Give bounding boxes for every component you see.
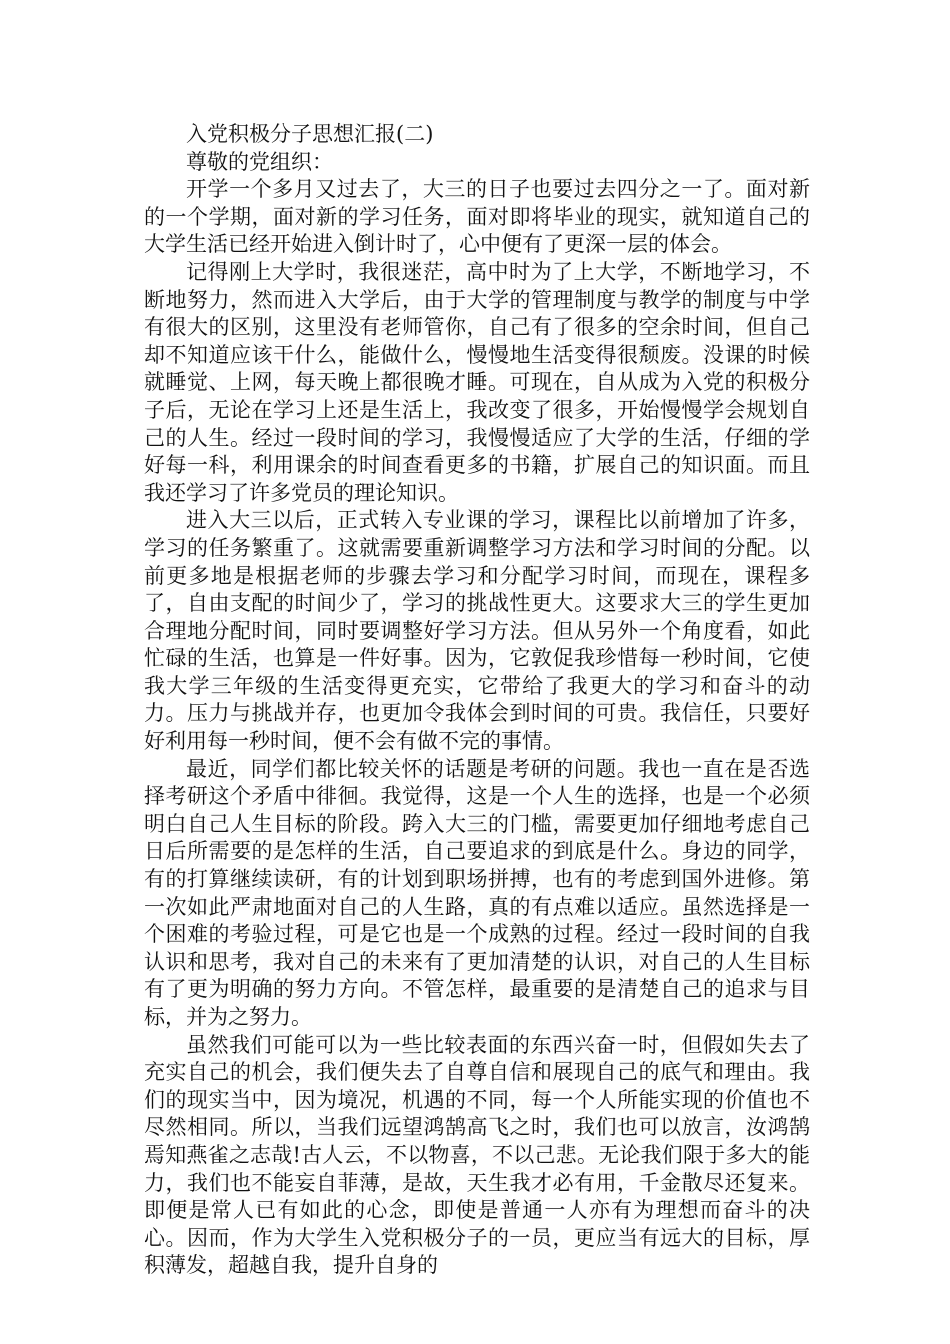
paragraph-3: 进入大三以后，正式转入专业课的学习，课程比以前增加了许多，学习的任务繁重了。这就需要重新调整学习方法和学习时间的分配。以前更多地是根据老师的步骤去学习和分配学习时间，而现在，课程多了，自由支配的时间少了，学习的挑战性更大。这要求大三的学生更加合理地分配时间，同时要调整好学习方法。但从另外一个角度看，如此忙碌的生活，也算是一件好事。因为，它敦促我珍惜每一秒时间，它使我大学三年级的生活变得更充实，它带给了我更大的学习和奋斗的动力。压力与挑战并存，也更加令我体会到时间的可贵。我信任，只要好好利用每一秒时间，便不会有做不完的事情。	[144, 508, 810, 754]
document-body	[144, 121, 810, 1280]
document-title: 入党积极分子思想汇报(二)	[186, 122, 434, 146]
paragraph-5: 虽然我们可能可以为一些比较表面的东西兴奋一时，但假如失去了充实自己的机会，我们便失去了自尊自信和展现自己的底气和理由。我们的现实当中，因为境况，机遇的不同，每一个人所能实现的价值也不尽然相同。所以，当我们远望鸿鹄高飞之时，我们也可以放言，汝鸿鹄焉知燕雀之志哉!古人云，不以物喜，不以己悲。无论我们限于多大的能力，我们也不能妄自菲薄，是故，天生我才必有用，千金散尽还复来。即便是常人已有如此的心念，即使是普通一人亦有为理想而奋斗的决心。因而，作为大学生入党积极分子的一员，更应当有远大的目标，厚积薄发，超越自我，提升自身的	[144, 1032, 810, 1278]
document-salutation: 尊敬的党组织：	[186, 149, 333, 174]
paragraph-1: 开学一个多月又过去了，大三的日子也要过去四分之一了。面对新的一个学期，面对新的学习任务，面对即将毕业的现实，就知道自己的大学生活已经开始进入倒计时了，心中便有了更深一层的体会。	[144, 177, 810, 257]
paragraph-2: 记得刚上大学时，我很迷茫，高中时为了上大学，不断地学习，不断地努力，然而进入大学后，由于大学的管理制度与教学的制度与中学有很大的区别，这里没有老师管你，自己有了很多的空余时间，但自己却不知道应该干什么，能做什么，慢慢地生活变得很颓废。没课的时候就睡觉、上网，每天晚上都很晚才睡。可现在，自从成为入党的积极分子后，无论在学习上还是生活上，我改变了很多，开始慢慢学会规划自己的人生。经过一段时间的学习，我慢慢适应了大学的生活，仔细的学好每一科，利用课余的时间查看更多的书籍，扩展自己的知识面。而且我还学习了许多党员的理论知识。	[144, 259, 810, 505]
paragraph-4: 最近，同学们都比较关怀的话题是考研的问题。我也一直在是否选择考研这个矛盾中徘徊。我觉得，这是一个人生的选择，也是一个必须明白自己人生目标的阶段。跨入大三的门槛，需要更加仔细地考虑自己日后所需要的是怎样的生活，自己要追求的到底是什么。身边的同学，有的打算继续读研，有的计划到职场拼搏，也有的考虑到国外进修。第一次如此严肃地面对自己的人生路，真的有点难以适应。虽然选择是一个困难的考验过程，可是它也是一个成熟的过程。经过一段时间的自我认识和思考，我对自己的未来有了更加清楚的认识，对自己的人生目标有了更为明确的努力方向。不管怎样，最重要的是清楚自己的追求与目标，并为之努力。	[144, 756, 810, 1029]
